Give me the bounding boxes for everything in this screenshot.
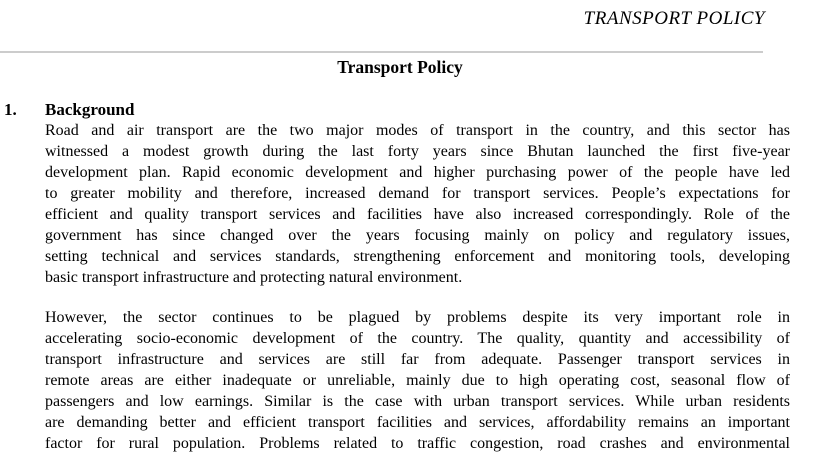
text-line: basic transport infrastructure and protecting natural environment. (45, 269, 463, 286)
text-line: transport infrastructure and services are still far from adequate. Passenger transport services in (45, 351, 790, 368)
text-line: setting technical and services standards, strengthening enforcement and monitoring tools, developing (45, 248, 790, 265)
text-line: witnessed a modest growth during the last forty years since Bhutan launched the first five-year (45, 143, 790, 160)
text-line: development plan. Rapid economic development and higher purchasing power of the people have led (45, 164, 790, 181)
section-background (4, 99, 790, 454)
text-line: Road and air transport are the two major modes of transport in the country, and this sector has (45, 122, 790, 139)
text-line: efficient and quality transport services and facilities have also increased correspondingly. Role of the (45, 206, 790, 223)
text-line: passengers and low earnings. Similar is the case with urban transport services. While urban residents (45, 393, 790, 410)
header-rule (0, 51, 763, 53)
text-line: factor for rural population. Problems related to traffic congestion, road crashes and environmental (45, 435, 790, 452)
text-line: remote areas are either inadequate or unreliable, mainly due to high operating cost, seasonal flow of (45, 372, 790, 389)
text-line: accelerating socio-economic development of the country. The quality, quantity and accessibility of (45, 330, 790, 347)
section-heading: Background (45, 100, 135, 119)
text-line: However, the sector continues to be plagued by problems despite its very important role in (45, 309, 790, 326)
text-line: are demanding better and efficient transport facilities and services, affordability remains an important (45, 414, 790, 431)
section-number: 1. (4, 100, 17, 119)
running-header: TRANSPORT POLICY (583, 8, 765, 29)
page-title: Transport Policy (337, 57, 463, 77)
paragraph-2 (45, 307, 790, 454)
section-body (45, 99, 790, 454)
text-line: government has since changed over the years focusing mainly on policy and regulatory issues, (45, 227, 790, 244)
text-line: to greater mobility and therefore, increased demand for transport services. People’s expectations for (45, 185, 790, 202)
paragraph-1 (45, 120, 790, 288)
